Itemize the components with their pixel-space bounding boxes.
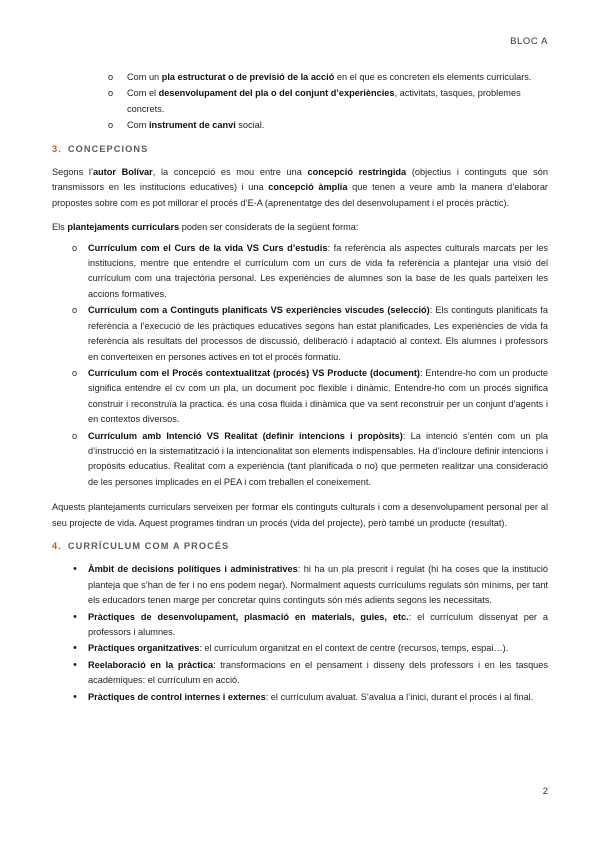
list-item: o Com instrument de canvi social. [52, 118, 548, 133]
list-item: o Currículum com el Curs de la vida VS Curs d’estudis: fa referència als aspectes culturals marcats per les institucions, mentre que entendre el currículum com un curs de vida fa referència a plantejar una visió del currículum com una trajectòria personal. Les experiències de alumnes son la base de les quals parteixen les accions formatives. [72, 242, 548, 299]
list-item: • Àmbit de decisions polítiques i administratives: hi ha un pla prescrit i regulat (hi ha coses que la institució planteja que s’han de fer i no ens podem negar). Normalment aquests currículums regulats són mínims, per tant els educadors tenen marge per concretar quins continguts són més adients segons les necessitats. [73, 563, 549, 606]
paragraph-bolivar: Segons l’autor Bolívar, la concepció es mou entre una concepció restringida (objectius i continguts que són transmissors en les institucions educatives) i una concepció àmplia que tenen a veure amb la manera d’elaborar propostes sobre com es pot millorar el procés d’E-A (aprenentatge des del desenvolupament i el procés pràctic). [52, 167, 548, 208]
list-item: • Pràctiques de control internes i externes: el currículum avaluat. S’avalua a l’inici, durant el procés i al final. [52, 690, 548, 705]
list-item: o Com un pla estructurat o de previsió de la acció en el que es concreten els elements curriculars. [52, 70, 548, 85]
section-4-heading: 4. CURRÍCULUM COM A PROCÉS [52, 540, 230, 551]
circle-bullet-icon: o [72, 430, 78, 441]
circle-bullet-icon: o [72, 242, 78, 253]
paragraph-conclusion: Aquests plantejaments curriculars serveixen per formar els continguts culturals i com a desenvolupament personal per al seu projecte de vida. Aquest programes tindran un procés (vida del projecte), però també un producte (resultat). [52, 502, 548, 528]
circle-bullet-icon: o [72, 367, 78, 378]
bullet-icon: • [73, 610, 77, 623]
page-content [52, 70, 548, 706]
plantejaments-list [52, 241, 548, 491]
page-number: 2 [542, 786, 548, 797]
list-item: o Currículum com el Procés contextualitzat (procés) VS Producte (document): Entendre-ho com un producte significa entendre el cv com un pla, un document poc flexible i dinàmic. Entendre-ho com un procés significa construir i reconstruïa la practica. és una cosa fluida i dinàmica que va sent reconstruir per un conjunt d’agents i en contextos diversos. [72, 367, 548, 425]
intro-list [52, 70, 548, 134]
list-item: • Reelaboració en la pràctica: transformacions en el pensament i disseny dels professors i en les tasques acadèmiques: el currículum en acció. [73, 658, 548, 686]
list-item: o Com el desenvolupament del pla o del conjunt d’experiències, activitats, tasques, problemes concrets. [108, 88, 521, 114]
circle-bullet-icon: o [108, 72, 114, 82]
bullet-icon: • [73, 563, 77, 576]
list-item: • Pràctiques organitzatives: el currículum organitzat en el context de centre (recursos, temps, espai…). [52, 641, 548, 656]
bullet-icon: • [73, 658, 77, 671]
circle-bullet-icon: o [72, 305, 78, 316]
list-item: o Currículum amb Intenció VS Realitat (definir intencions i propòsits): La intenció s’entén com un pla d’instrucció en la sistematització i la intencionalitat son elements indispensables. Ha d’incloure definir intencions i propòsits educatius. Realitat com a experiència (tant planificada o no) que permeten realitzar una consideració de les persones implicades en el PEA i com treballen el coneixement. [72, 430, 548, 487]
bullet-icon: • [73, 690, 77, 703]
list-item: • Pràctiques de desenvolupament, plasmació en materials, guies, etc.: el currículum dissenyat per a professors i alumnes. [73, 610, 549, 637]
list-item: o Currículum com a Continguts planificats VS experiències viscudes (selecció): Els continguts planificats fa referència a l’execució de les pràctiques educatives segons han estat planificades. Les experiències de vida fa referència als resultats del processos de discussió, deliberació i adaptació al context. Els alumnes i professors en converteixen en persones actives en tot el procés formatiu. [72, 305, 548, 362]
proces-list [52, 562, 548, 705]
circle-bullet-icon: o [108, 88, 114, 99]
paragraph-plantejaments: Els plantejaments curriculars poden ser considerats de la següent forma: [52, 222, 359, 233]
page-header: BLOC A [510, 36, 548, 47]
bullet-icon: • [73, 642, 77, 655]
section-3-heading: 3. CONCEPCIONS [52, 143, 149, 154]
circle-bullet-icon: o [108, 120, 114, 131]
